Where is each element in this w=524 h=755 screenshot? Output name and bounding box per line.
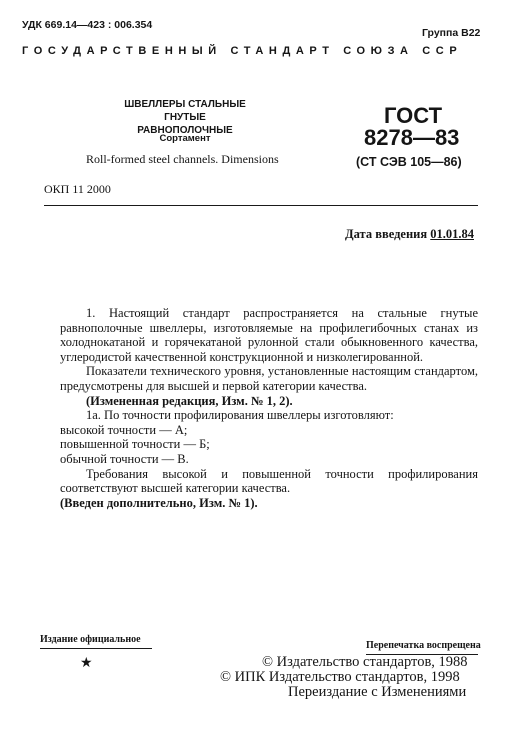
star-icon: ★ [80, 656, 93, 671]
paragraph-requirements: Требования высокой и повышенной точности профилирования соответствуют высшей категории качества. [60, 466, 478, 496]
state-standard-banner: ГОСУДАРСТВЕННЫЙ СТАНДАРТ СОЮЗА ССР [22, 45, 463, 57]
accuracy-class-a: высокой точности — А; [60, 422, 188, 437]
group-code: Группа В22 [422, 27, 481, 39]
accuracy-class-b: повышенной точности — Б; [60, 437, 210, 452]
copyright-line-1: © Издательство стандартов, 1988 [262, 654, 468, 670]
gost-label: ГОСТ [384, 103, 443, 128]
introduction-date-value: 01.01.84 [430, 227, 474, 241]
udk-code: УДК 669.14—423 : 006.354 [22, 19, 153, 31]
amendment-note-2: (Введен дополнительно, Изм. № 1). [60, 495, 258, 510]
copyright-line-2: © ИПК Издательство стандартов, 1998 [220, 669, 460, 685]
st-sev-number: (СТ СЭВ 105—86) [356, 155, 462, 169]
introduction-date-label: Дата введения [345, 227, 428, 241]
header-divider [44, 205, 478, 206]
title-line-2: ГНУТЫЕ РАВНОПОЛОЧНЫЕ [137, 112, 233, 136]
english-title: Roll-formed steel channels. Dimensions [86, 152, 279, 166]
document-body [60, 306, 478, 510]
accuracy-class-v: обычной точности — В. [60, 451, 189, 466]
gost-number: 8278—83 [364, 125, 460, 150]
reissue-note: Переиздание с Изменениями [288, 684, 467, 700]
title-sortament: Сортамент [159, 133, 211, 144]
amendment-note-1: (Измененная редакция, Изм. № 1, 2). [86, 393, 293, 408]
official-edition-rule [40, 648, 152, 649]
paragraph-quality: Показатели технического уровня, установленные настоящим стандартом, предусмотрены для высшей и первой категории качества. [60, 364, 478, 393]
okp-code: ОКП 11 2000 [44, 182, 111, 196]
paragraph-scope: 1. Настоящий стандарт распространяется на стальные гнутые равнополочные швеллеры, изготовляемые на профилегибочных станах из холоднокатаной и горячекатаной рулонной стали обыкновенного качества, углеродистой качественной конструкционной и низколегированной. [60, 306, 478, 364]
introduction-date [345, 227, 474, 242]
official-edition: Издание официальное [40, 634, 141, 645]
paragraph-accuracy: 1а. По точности профилирования швеллеры изготовляют: [86, 408, 394, 423]
reprint-prohibited: Перепечатка воспрещена [366, 640, 481, 651]
title-line-1: ШВЕЛЛЕРЫ СТАЛЬНЫЕ [124, 99, 246, 110]
